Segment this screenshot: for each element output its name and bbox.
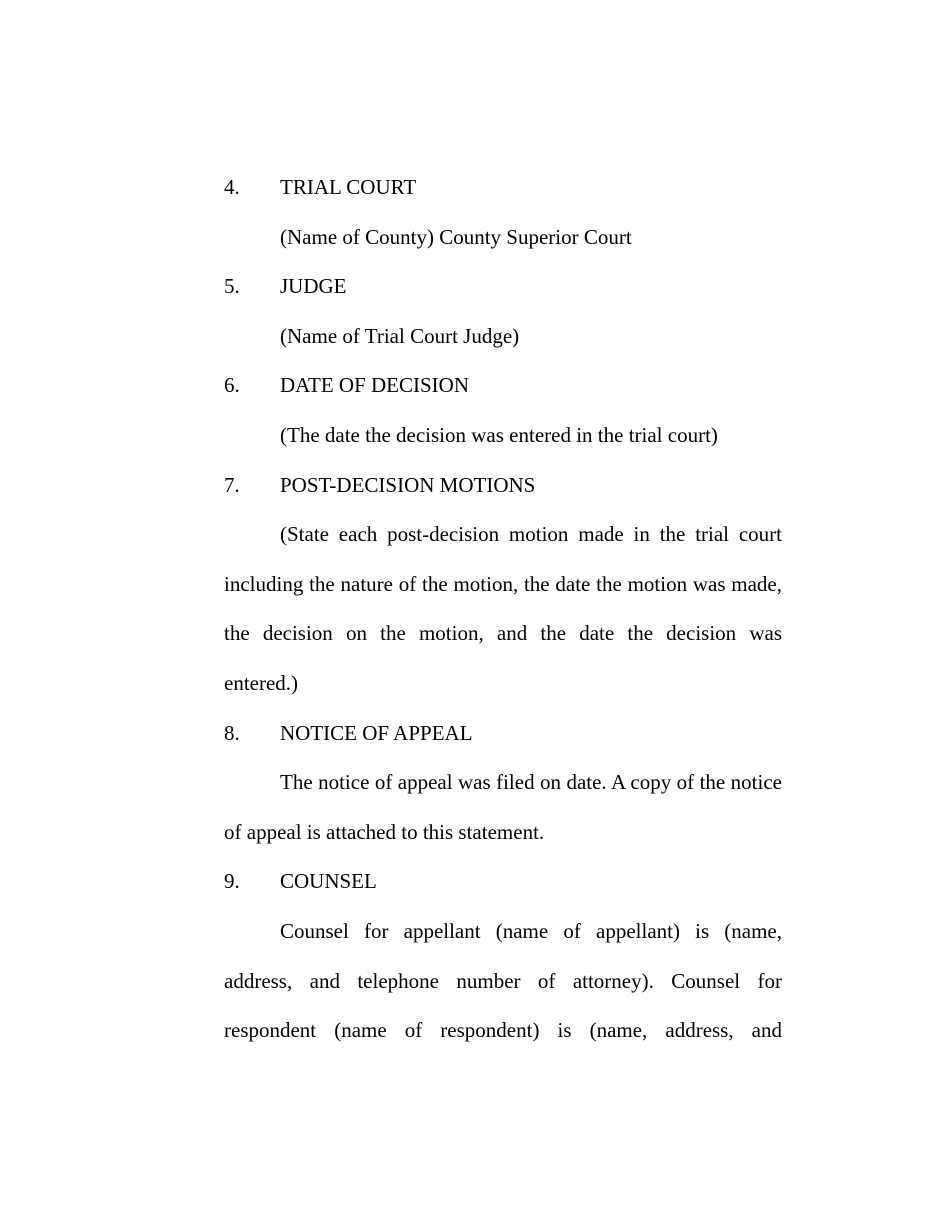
section-heading-post-decision-motions: [224, 461, 782, 511]
section-body-date-of-decision: (The date the decision was entered in the trial court): [280, 422, 718, 447]
section-number: 5.: [224, 274, 240, 299]
section-title: NOTICE OF APPEAL: [280, 720, 473, 745]
section-body-counsel: Counsel for appellant (name of appellant) is (name, address, and telephone number of attorney). Counsel for respondent (name of respondent) is (name, address, and: [224, 918, 782, 1043]
section-title: DATE OF DECISION: [280, 373, 469, 398]
section-heading-notice-of-appeal: [224, 709, 782, 759]
section-heading-trial-court: [224, 163, 782, 213]
section-body-judge: (Name of Trial Court Judge): [280, 323, 520, 348]
section-number: 7.: [224, 472, 240, 497]
section-heading-judge: [224, 262, 782, 312]
section-title: COUNSEL: [280, 869, 377, 894]
section-heading-counsel: [224, 857, 782, 907]
section-body-trial-court: (Name of County) County Superior Court: [280, 224, 632, 249]
section-body-notice-of-appeal: The notice of appeal was filed on date. A copy of the notice of appeal is attached to this statement.: [224, 770, 782, 844]
section-body-post-decision-motions: (State each post-decision motion made in the trial court including the nature of the motion, the date the motion was made, the decision on the motion, and the date the decision was entered.): [224, 522, 782, 695]
section-number: 8.: [224, 720, 240, 745]
section-title: POST-DECISION MOTIONS: [280, 472, 536, 497]
section-number: 9.: [224, 869, 240, 894]
section-title: JUDGE: [280, 274, 347, 299]
section-number: 4.: [224, 175, 240, 199]
section-title: TRIAL COURT: [280, 175, 417, 199]
section-heading-date-of-decision: [224, 361, 782, 411]
document-body: [224, 163, 782, 1056]
section-number: 6.: [224, 373, 240, 398]
